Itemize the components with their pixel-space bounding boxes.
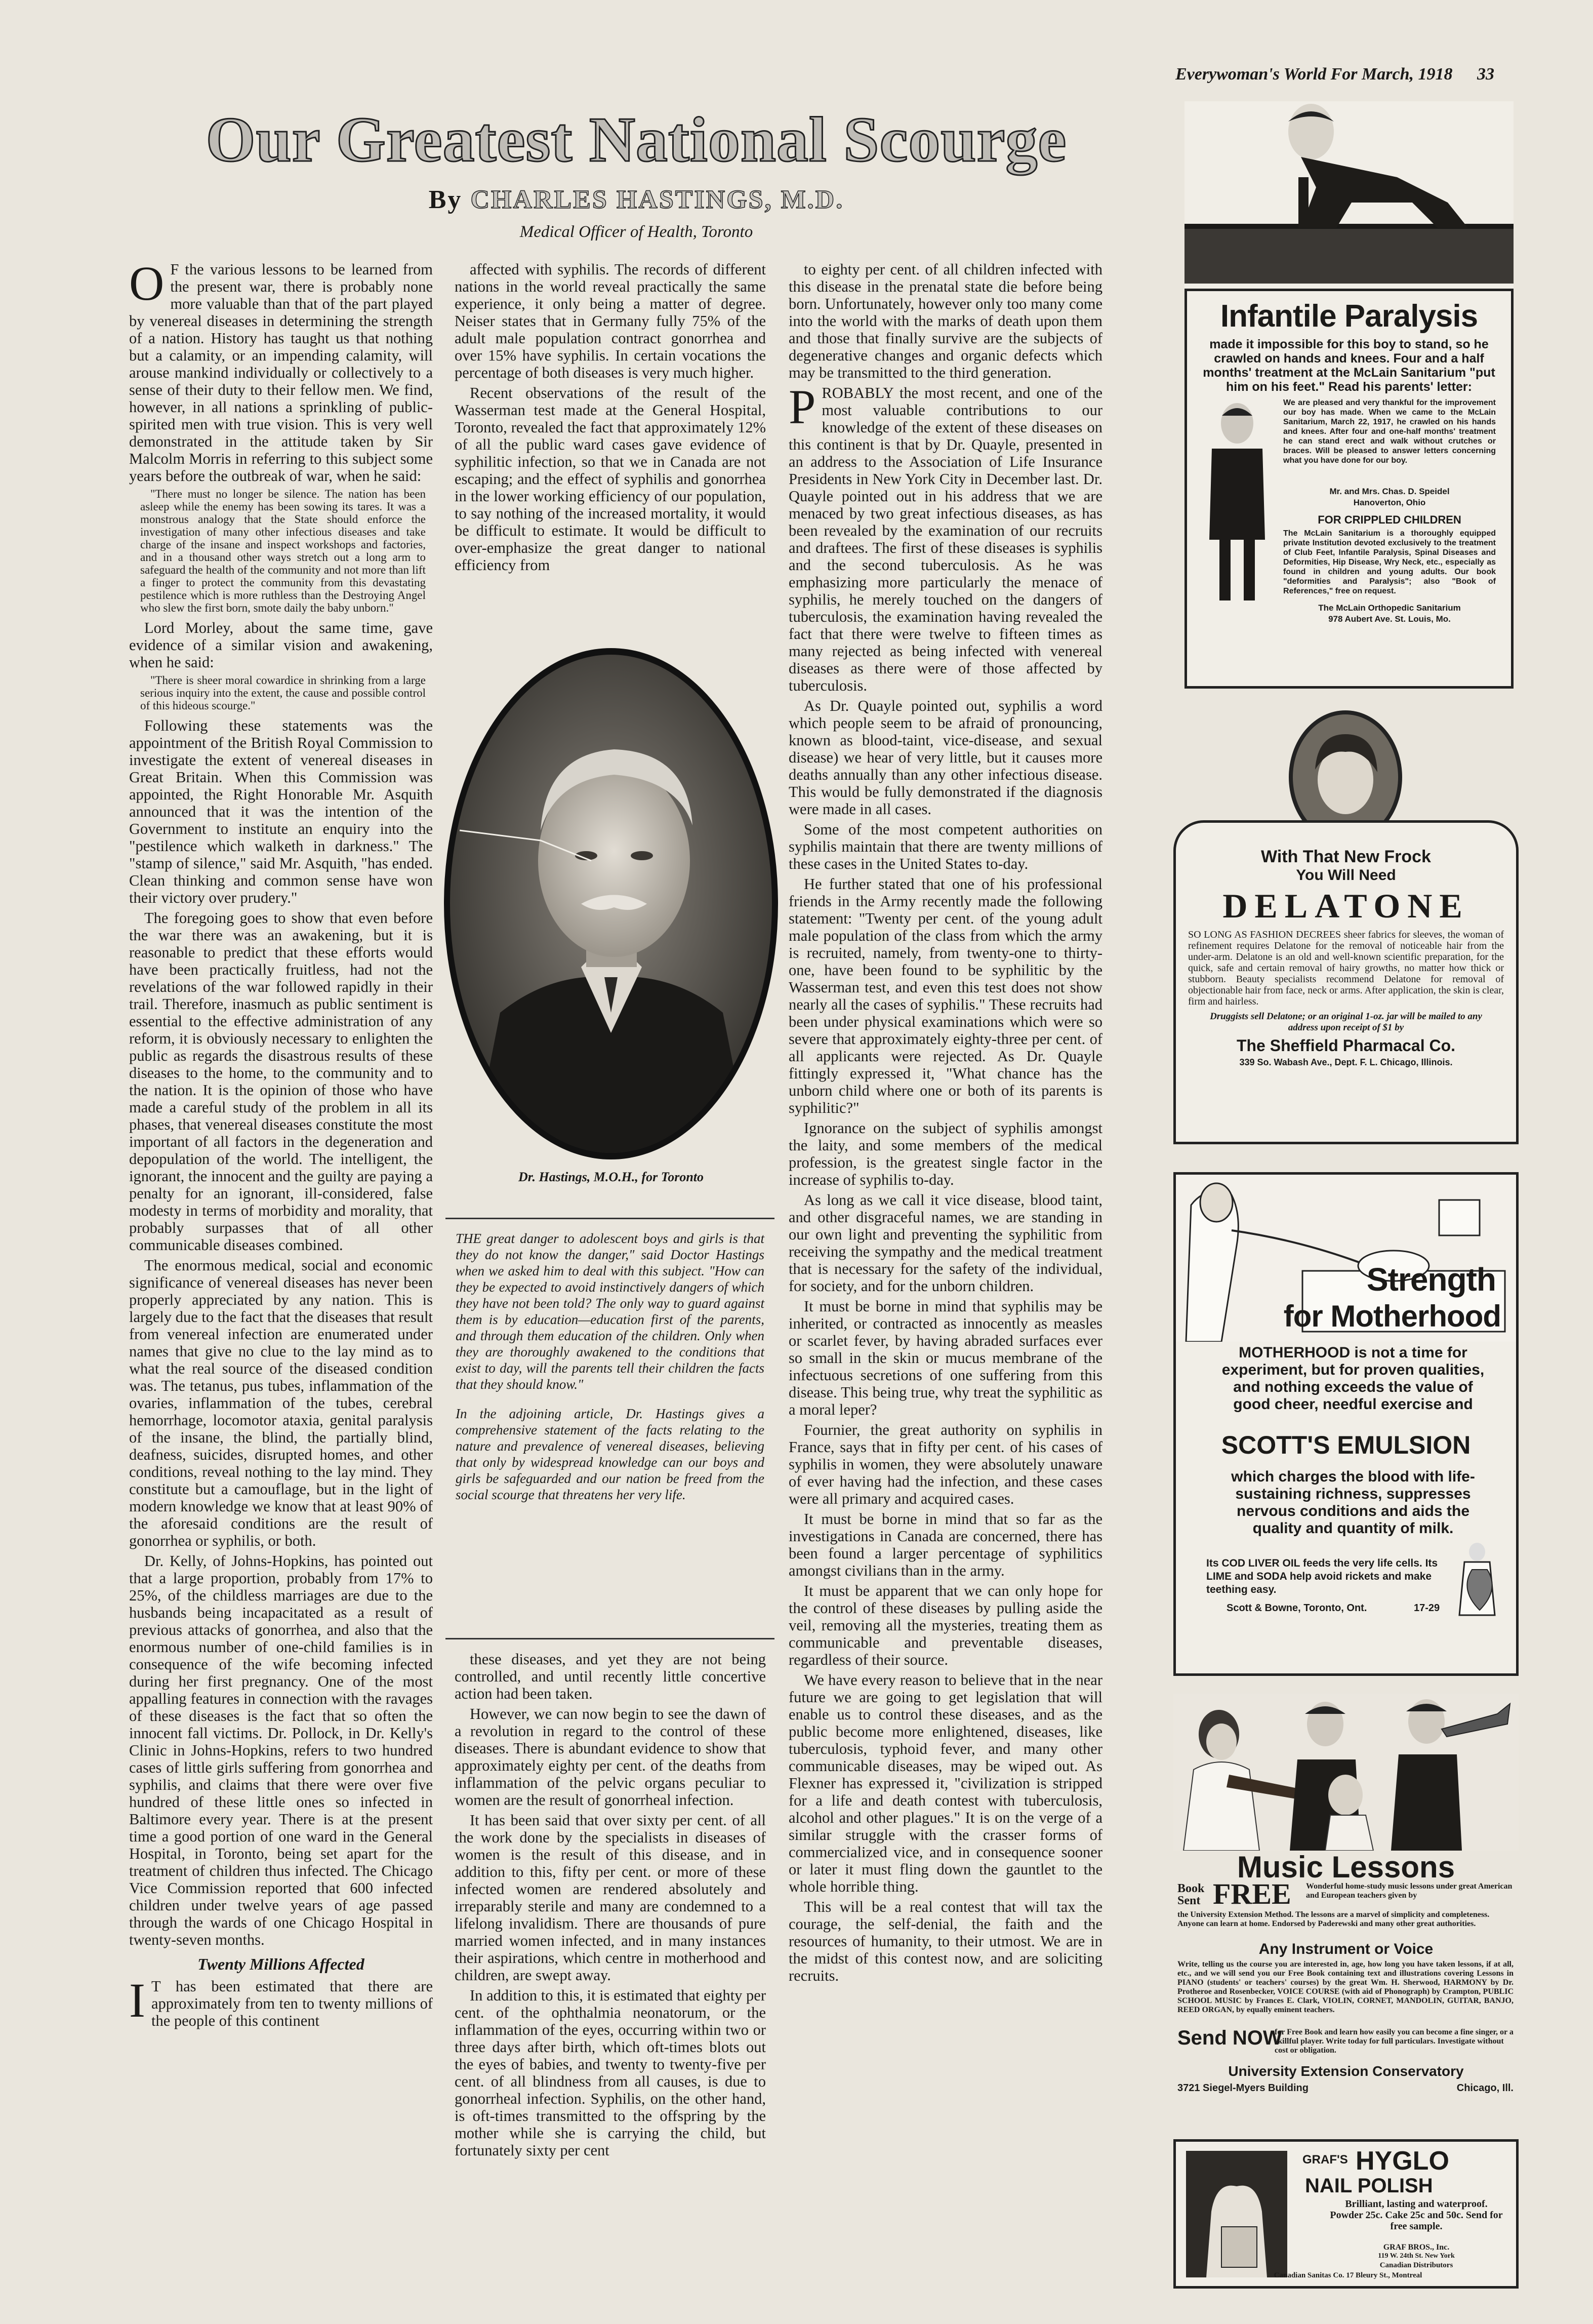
paragraph-text: affected with syphilis. The records of different nations in the world reveal practically the same experience, it only being a matter of degree. Neiser states that in Germany fully 75% of the adult male population contract gonorrhea and over 15% have syphilis. In certain vocations the percentage of both diseases is very much higher. <box>455 261 766 381</box>
music-free-label: FREE <box>1213 1877 1291 1910</box>
paragraph <box>129 909 433 1254</box>
hyglo-brand: HYGLO <box>1356 2146 1449 2176</box>
hyglo-company: GRAF BROS., Inc. <box>1383 2243 1450 2252</box>
paragraph <box>129 717 433 906</box>
paragraph <box>789 821 1102 872</box>
paragraph <box>129 1257 433 1549</box>
scotts-note: Its COD LIVER OIL feeds the very life cells. Its LIME and SODA help avoid rickets and make teething easy. <box>1206 1557 1438 1595</box>
mclain-signature: Mr. and Mrs. Chas. D. Speidel <box>1329 487 1450 496</box>
author-name: CHARLES HASTINGS, M.D. <box>470 185 844 214</box>
paragraph <box>129 1973 433 2029</box>
delatone-body: SO LONG AS FASHION DECREES sheer fabrics for sleeves, the woman of refinement requires Delatone for the removal of noticeable hair from the under-arm. Delatone is an old and well-known scientific preparation, for the quick, safe and certain removal of hairy growths, no matter how thick or stubborn. Beauty specialists recommend Delatone for removal of objectionable hair from face, neck or arms. After application, the skin is clear, firm and hairless. <box>1188 929 1504 1007</box>
article-column-2-bottom <box>455 1651 766 2256</box>
mclain-company: The McLain Orthopedic Sanitarium <box>1318 603 1461 613</box>
mclain-letter: We are pleased and very thankful for the improvement our boy has made. When we came to the McLain Sanitarium, March 22, 1917, he crawled on his hands and knees. After four and one-half months' treatment he can stand erect and walk without crutches or braces. Will be pleased to answer letters concerning what you have done for our boy. <box>1283 398 1496 465</box>
paragraph <box>789 1671 1102 1895</box>
page-number: 33 <box>1477 65 1494 84</box>
drop-cap: O <box>129 261 165 310</box>
section-subhead: Twenty Millions Affected <box>197 1955 364 1973</box>
hyglo-distributor-name: Canadian Sanitas Co. 17 Bleury St., Montreal <box>1274 2271 1422 2279</box>
music-send-text: for Free Book and learn how easily you can become a fine singer, or a skillful player. Write today for full particulars. Investigate without cost or obligation. <box>1275 2028 1514 2055</box>
paragraph-text: We have every reason to believe that in the near future we are going to get legislation that will enable us to control these diseases, and as the public become more enlightened, diseases, like tuberculosis, typhoid fever, and many other communicable diseases, may be wiped out. As Flexner has expressed it, "civilization is stripped for a life and death contest with tuberculosis, alcohol and other plagues." It is on the verge of a similar struggle with the crasser forms of commercialized vice, and in consequence sooner or later it must fling down the gauntlet to the whole horrible thing. <box>789 1671 1102 1895</box>
drop-cap: P <box>789 380 816 434</box>
article-column-3 <box>789 261 1102 2256</box>
hyglo-brand-prefix: GRAF'S <box>1302 2153 1348 2167</box>
music-address-right: Chicago, Ill. <box>1456 2082 1514 2094</box>
paragraph-text: these diseases, and yet they are not being controlled, and until recently little concertive action had been taken. <box>455 1651 766 1702</box>
callout-bottom-rule <box>445 1638 774 1639</box>
block-quote: "There is sheer moral cowardice in shrinking from a large serious inquiry into the extent, the cause and possible control of this hideous scourge." <box>140 674 426 712</box>
paragraph-text: It must be borne in mind that so far as the investigations in Canada are concerned, there has been found a larger percentage of syphilitics amongst civilians than in the army. <box>789 1510 1102 1579</box>
paragraph-text: Following these statements was the appointment of the British Royal Commission to investigate the extent of venereal diseases in Great Britain. When this Commission was appointed, the Right Honorable Mr. Asquith announced that it was the intention of the Government to institute an enquiry into the "pestilence which walketh in darkness." The "stamp of silence," said Mr. Asquith, "has ended. Clean thinking and common sense have won their victory over prudery." <box>129 717 433 906</box>
article-title: Our Greatest National Scourge <box>206 105 1067 175</box>
scotts-code: 17-29 <box>1414 1602 1440 1614</box>
delatone-tagline-2: You Will Need <box>1296 867 1396 884</box>
paragraph <box>789 261 1102 381</box>
paragraph-text: Dr. Kelly, of Johns-Hopkins, has pointed out that a large proportion, probably from 17% to 25%, of the childless marriages are due to the husbands being incapacitated as a result of previous attacks of gonorrhea, and also that the enormous number of one-child families is in consequence of the wife becoming infected during her first pregnancy. One of the most appalling features in connection with the ravages of these diseases is the fact that so often the innocent fall victims. Dr. Pollock, in Dr. Kelly's Clinic in Johns-Hopkins, refers to two hundred cases of little girls suffering from gonorrhea and syphilis, and claims that there were over five hundred of these little ones so infected in Baltimore every year. There is at the present time a good portion of one ward in the General Hospital, in Toronto, being set apart for the treatment of children thus infected. The Chicago Vice Commission reported that 600 infected children under twelve years of age passed through the wards of one Chicago Hospital in twenty-seven months. <box>129 1552 433 1948</box>
paragraph-text: As long as we call it vice disease, blood taint, and other disgraceful names, we are standing in our own light and preventing the syphilitic from receiving the sympathy and the medical treatment that is necessary for the safety of the individual, for society, and for the unborn children. <box>789 1191 1102 1295</box>
music-body-1: the University Extension Method. The lessons are a marvel of simplicity and completeness. Anyone can learn at home. Endorsed by Paderewski and many other great authorities. <box>1177 1910 1490 1928</box>
music-free-text: Wonderful home-study music lessons under great American and European teachers given by <box>1306 1882 1513 1900</box>
paragraph <box>789 1510 1102 1579</box>
music-headline: Music Lessons <box>1237 1850 1455 1884</box>
music-body-2: Write, telling us the course you are interested in, age, how long you have taken lessons, if at all, etc., and we will send you our Free Book containing text and illustrations covering Lessons in PIANO (students' or teachers' courses) by the great Wm. H. Sherwood, HARMONY by Dr. Protheroe and Rosenbecker, VOICE COURSE (with aid of Phonograph) by Crampton, PUBLIC SCHOOL MUSIC by Frances E. Clark, VIOLIN, CORNET, MANDOLIN, GUITAR, BANJO, REED ORGAN, by equally eminent teachers. <box>1177 1960 1514 2014</box>
paragraph-text: He further stated that one of his professional friends in the Army recently made the following statement: "Twenty per cent. of the young adult male population of the class from which the army is recruited, namely, from twenty-one to thirty-one, have been found to be syphilitic by the Wasserman test, and even this test does not show nearly all the cases of syphilis." These recruits had been under physical examinations which were so severe that approximately eighty-three per cent. of all applicants were rejected. As Dr. Quayle fittingly expressed it, "What chance has the unborn child where one or both of its parents is syphilitic?" <box>789 875 1102 1116</box>
callout-paragraph: In the adjoining article, Dr. Hastings gives a comprehensive statement of the facts relating to the nature and prevalence of venereal diseases, believing that only by widespread knowledge can our boys and girls be safeguarded and our nation be freed from the social scourge that threatens her very life. <box>456 1406 764 1502</box>
hyglo-nail-polish-ad <box>1173 2139 1519 2289</box>
music-address-left: 3721 Siegel-Myers Building <box>1177 2082 1309 2094</box>
paragraph <box>129 619 433 671</box>
paragraph <box>455 1987 766 2159</box>
author-title: Medical Officer of Health, Toronto <box>519 223 753 241</box>
musicians-photo <box>1173 1694 1519 1851</box>
paragraph-text: It has been said that over sixty per cent. of all the work done by the specialists in diseases of women is the result of this disease, and in addition to this, fifty per cent. or more of these infected women are rendered absolutely and irreparably sterile and many are condemned to a lifelong invalidism. There are thousands of pure married women infected, and in many instances their aspirations, which centre in motherhood and children, are swept away. <box>455 1812 766 1984</box>
paragraph <box>455 384 766 574</box>
music-book-label: Book <box>1177 1882 1205 1895</box>
paragraph <box>455 1812 766 1984</box>
paragraph-text: However, we can now begin to see the dawn of a revolution in regard to the control of these diseases. There is abundant evidence to show that approximately eighty per cent. of the deaths from inflammation of the pelvic organs peculiar to women are the result of gonorrheal infection. <box>455 1705 766 1809</box>
paragraph <box>455 1651 766 1702</box>
paragraph-text: to eighty per cent. of all children infected with this disease in the prenatal state die before being born. Unfortunately, however only too many come into the world with the marks of death upon them and those that finally survive are the subjects of degenerative changes and organic defects which may be transmitted to the third generation. <box>789 261 1102 381</box>
mclain-body: The McLain Sanitarium is a thoroughly equipped private Institution devoted exclusively to the treatment of Club Feet, Infantile Paralysis, Spinal Diseases and Deformities, Hip Disease, Wry Neck, etc., especially as found in children and young adults. Our book "deformities and Paralysis"; also "Book of References," free on request. <box>1283 529 1496 595</box>
paragraph <box>129 261 433 485</box>
music-subhead: Any Instrument or Voice <box>1258 1941 1434 1957</box>
paragraph <box>129 1552 433 1948</box>
paragraph-text: ROBABLY the most recent, and one of the most valuable contributions to our knowledge of the extent of these diseases on this continent is that by Dr. Quayle, presented in an address to the Association of Life Insurance Presidents in New York City in December last. Dr. Quayle pointed out in his address that we are menaced by two great infectious diseases, as has been revealed by the examination of our recruits and draftees. The first of these diseases is syphilis and the second tuberculosis. As he was emphasizing more particularly the menace of syphilis, he merely touched on the dangers of tuberculosis, the examination having revealed the fact that there were twelve to fifteen times as many rejected as being infected with venereal diseases as there were of those affected by tuberculosis. <box>789 384 1102 694</box>
paragraph <box>789 875 1102 1116</box>
magazine-name: Everywoman's World For March, 1918 <box>1175 65 1453 84</box>
delatone-offer: Druggists sell Delatone; or an original 1-oz. jar will be mailed to any address upon receipt of $1 by <box>1210 1011 1482 1033</box>
scotts-body: which charges the blood with life-sustaining richness, suppresses nervous conditions and aids the quality and quantity of milk. <box>1231 1468 1475 1537</box>
scotts-headline-2: for Motherhood <box>1283 1299 1501 1333</box>
paragraph <box>455 261 766 381</box>
running-header <box>1175 65 1494 84</box>
callout-paragraph: THE great danger to adolescent boys and girls is that they do not know the danger," said Doctor Hastings when we asked him to deal with this subject. "How can they be expected to avoid instinctively dangers of which they have not been told? The only way to guard against them is by education—education first of the parents, and through them education of the children. Only when they are thoroughly awakened to the conditions that exist to day, will the parents tell their children the facts that they should know." <box>456 1231 764 1392</box>
delatone-address: 339 So. Wabash Ave., Dept. F. L. Chicago, Illinois. <box>1239 1057 1453 1067</box>
paragraph-text: It must be borne in mind that syphilis may be inherited, or contracted as innocently as measles or scarlet fever, by having abraded surfaces ever so small in the skin or mucus membrane of the infectuous secretions of one suffering from this disease. This being true, why treat the syphilitic as a moral leper? <box>789 1298 1102 1418</box>
music-lessons-ad <box>1173 1694 1519 2124</box>
mclain-address: 978 Aubert Ave. St. Louis, Mo. <box>1328 614 1451 624</box>
article-column-1 <box>129 261 433 2256</box>
paragraph-text: The enormous medical, social and economic significance of venereal diseases has never been properly appreciated by any nation. This is largely due to the fact that the diseases that result from venereal infection are enumerated under names that give no clue to the lay mind as to what the real source of the diseased condition was. The tetanus, pus tubes, inflammation of the ovaries, inflammation of the tubes, cerebral hemorrhage, locomotor ataxia, genital paralysis of the insane, the blind, the partially blind, deafness, suicides, disrupted homes, and other conditions, reveal nothing to the lay mind. They constitute but a camouflage, but in the light of modern knowledge we know that at least 90% of the aforesaid conditions are the result of gonorrhea or syphilis, or both. <box>129 1257 433 1549</box>
article-byline <box>133 185 1140 215</box>
mclain-sanitarium-ad <box>1184 101 1514 689</box>
mclain-section: FOR CRIPPLED CHILDREN <box>1318 513 1461 526</box>
paragraph <box>789 1298 1102 1418</box>
drop-cap: I <box>129 1973 145 2027</box>
paragraph <box>789 1119 1102 1188</box>
editor-callout <box>456 1230 764 1516</box>
paragraph-text: As Dr. Quayle pointed out, syphilis a word which people seem to be afraid of pronouncing, known as blood-taint, vice-disease, and sexual disease) we hear of very little, but it causes more deaths annually than any other infectious disease. This would be fully demonstrated if the diagnosis were made in all cases. <box>789 697 1102 818</box>
byline-prefix: By <box>428 185 463 214</box>
portrait-caption: Dr. Hastings, M.O.H., for Toronto <box>518 1170 704 1184</box>
mclain-headline: Infantile Paralysis <box>1220 299 1478 334</box>
paragraph-text: Fournier, the great authority on syphilis in France, says that in fifty per cent. of his cases of syphilis in women, they were absolutely unaware of ever having had the infection, and these cases were all primary and acquired cases. <box>789 1421 1102 1507</box>
scotts-company: Scott & Bowne, Toronto, Ont. <box>1227 1602 1367 1614</box>
hyglo-distributor: Canadian Distributors <box>1379 2261 1453 2269</box>
delatone-ad <box>1173 709 1519 1144</box>
portrait-image <box>439 648 783 1167</box>
paragraph-text: Ignorance on the subject of syphilis amongst the laity, and some members of the medical profession, is the greatest single factor in the increase of syphilis to-day. <box>789 1119 1102 1188</box>
paragraph-text: Some of the most competent authorities on syphilis maintain that there are twenty millions of these cases in the United States to-day. <box>789 821 1102 872</box>
paragraph <box>789 1898 1102 1984</box>
fisherman-logo <box>1449 1539 1510 1620</box>
delatone-tagline-1: With That New Frock <box>1261 847 1431 866</box>
paragraph-text: This will be a real contest that will tax the courage, the self-denial, the faith and the resources of humanity, to their utmost. We are in the midst of this contest now, and are soliciting recruits. <box>789 1898 1102 1984</box>
hyglo-body: Brilliant, lasting and waterproof. Powder 25c. Cake 25c and 50c. Send for free sample. <box>1330 2198 1503 2232</box>
paragraph-text: Recent observations of the result of the Wasserman test made at the General Hospital, Toronto, revealed the fact that approximately 12% of all the public ward cases gave evidence of syphilitic infection, so that we in Canada are not escaping; and the effect of syphilis and gonorrhea in the lower working efficiency of our population, to say nothing of the increased mortality, it would be difficult to estimate. It would be difficult to over-emphasize the great danger to national efficiency from <box>455 384 766 574</box>
scotts-headline-1: Strength <box>1366 1261 1496 1298</box>
paragraph-text: T has been estimated that there are approximately from ten to twenty millions of the people of this continent <box>151 1978 433 2029</box>
scotts-emulsion-ad <box>1173 1172 1519 1676</box>
paragraph <box>789 1191 1102 1295</box>
hyglo-product: NAIL POLISH <box>1305 2175 1433 2197</box>
block-quote: "There must no longer be silence. The nation has been asleep while the enemy has been sowing its tares. It was a monstrous analogy that the State should enforce the investigation of many other infectious diseases and take charge of the insane and inspect workshops and factories, and in a thousand other ways stretch out a long arm to safeguard the health of the community and not more than lift a finger to protect the community from this devastating pestilence which is more ruthless than the Destroying Angel who slew the first born, smote daily the baby unborn." <box>140 488 426 614</box>
hyglo-address: 119 W. 24th St. New York <box>1378 2252 1455 2260</box>
mclain-signature-place: Hanoverton, Ohio <box>1353 498 1426 507</box>
music-company: University Extension Conservatory <box>1228 2063 1464 2079</box>
music-sent-label: Sent <box>1177 1894 1201 1907</box>
paragraph-text: In addition to this, it is estimated that eighty per cent. of the ophthalmia neonatorum, or the inflammation of the eyes, occurring within two or three days after birth, which oft-times blots out the eyes of babies, and twenty to twenty-five per cent. of all blindness from all causes, is due to gonorrheal infection. Syphilis, on the other hand, is oft-times transmitted to the offspring by the mother while she is carrying the child, but fortunately sixty per cent <box>455 1987 766 2159</box>
paragraph-text: The foregoing goes to show that even before the war there was an awakening, but it is reasonable to predict that these efforts would have been practically fruitless, had not the revelations of the war followed rapidly in their trail. Therefore, inasmuch as public sentiment is essential to the effective administration of any reform, it is obviously necessary to enlighten the public as regards the disastrous results of these diseases to the home, to the community and to the nation. It is the opinion of those who have made a careful study of the problem in all its phases, that venereal diseases constitute the most important of all factors in the degeneration and depopulation of the world. The intelligent, the ignorant, the innocent and the guilty are paying a penalty for an ignorant, ill-considered, false modesty in terms of morbidity and morality, that probably surpasses that of all other communicable diseases combined. <box>129 909 433 1254</box>
delatone-brand: DELATONE <box>1222 887 1469 925</box>
mclain-subhead: made it impossible for this boy to stand, so he crawled on hands and knees. Four and a half months' treatment at the McLain Sanitarium "put him on his feet." Read his parents' letter: <box>1203 337 1495 394</box>
music-send-now: Send NOW <box>1177 2027 1282 2049</box>
standing-boy-photo <box>1194 398 1280 611</box>
hand-with-jar-illustration <box>1186 2151 1287 2277</box>
portrait-photo <box>439 648 783 1167</box>
paragraph <box>455 1705 766 1809</box>
paragraph-text: Lord Morley, about the same time, gave evidence of a similar vision and awakening, when he said: <box>129 619 433 671</box>
paragraph-text: It must be apparent that we can only hope for the control of these diseases by pulling aside the veil, removing all the mysteries, treating them as communicable and preventable diseases, regardless of their source. <box>789 1582 1102 1668</box>
paragraph <box>789 1582 1102 1668</box>
scotts-lead: MOTHERHOOD is not a time for experiment, but for proven qualities, and nothing exceeds the value of good cheer, needful exercise and <box>1221 1344 1485 1413</box>
callout-top-rule <box>445 1218 774 1219</box>
scotts-brand: SCOTT'S EMULSION <box>1221 1431 1471 1459</box>
paragraph-text: F the various lessons to be learned from the present war, there is probably none more valuable than that of the part played by venereal diseases in determining the strength of a nation. History has taught us that nothing but a calamity, or an impending calamity, will arouse mankind individually or collectively to a sense of their duty to their fellow men. We find, however, in all nations a sprinkling of public-spirited men with true vision. This is very well demonstrated in the attitude taken by Sir Malcolm Morris in referring to this subject some years before the outbreak of war, when he said: <box>129 261 433 485</box>
paragraph <box>789 1421 1102 1507</box>
article-column-2-top <box>455 261 766 610</box>
crawling-boy-illustration <box>1184 101 1514 284</box>
delatone-company: The Sheffield Pharmacal Co. <box>1236 1036 1456 1055</box>
paragraph <box>789 380 1102 694</box>
paragraph <box>789 697 1102 818</box>
